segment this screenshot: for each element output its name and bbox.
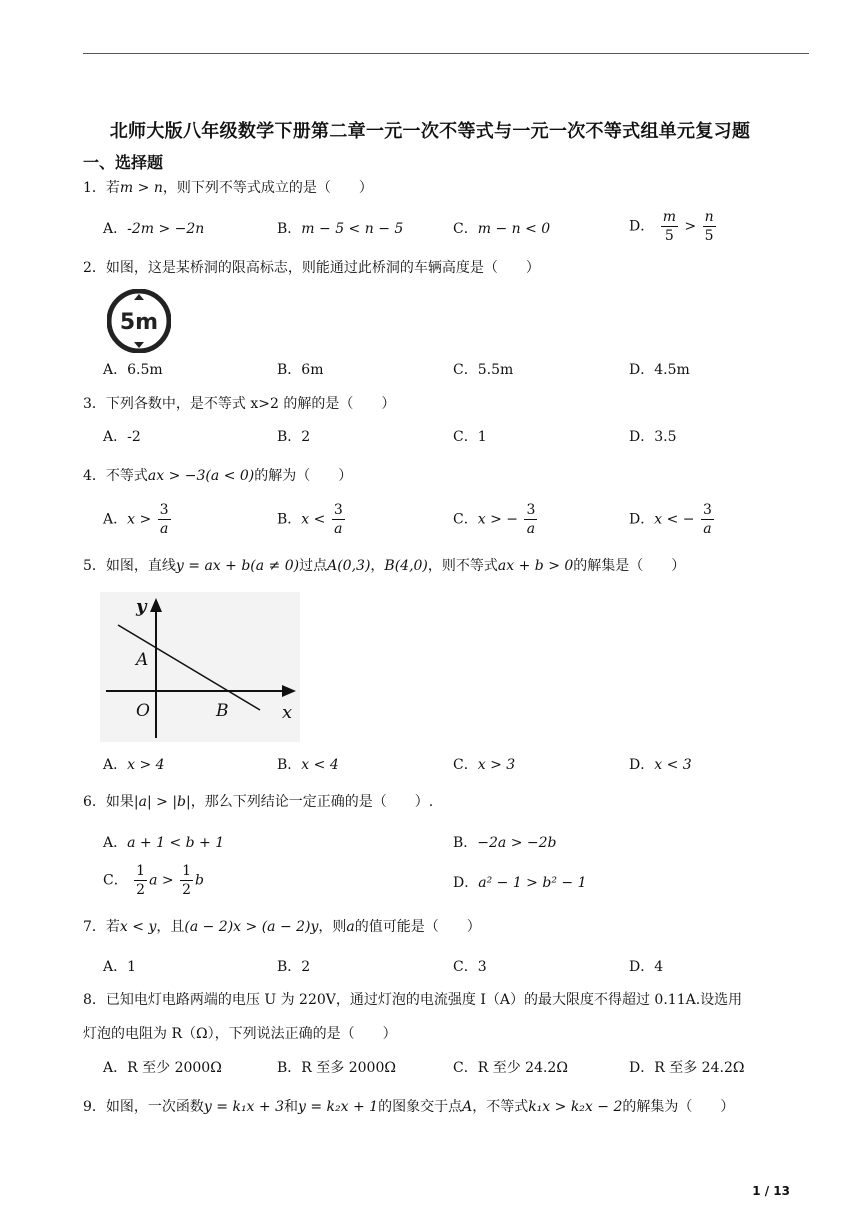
q5-option-a: A．x > 4	[103, 757, 165, 773]
q4-option-a: A．x > $\frac{3}{a}$	[103, 502, 169, 537]
question-3: 3．下列各数中，是不等式 x>2 的解的是（ ）	[83, 396, 396, 412]
q3-option-a: A．-2	[103, 429, 141, 445]
q6-option-b: B．−2a > −2b	[453, 835, 557, 851]
q1-option-b: B．m − 5 < n − 5	[277, 221, 404, 237]
q8-option-c: C．R 至少 24.2Ω	[453, 1060, 568, 1076]
point-b-label: B	[216, 701, 229, 721]
q2-option-a: A．6.5m	[103, 362, 163, 378]
question-2: 2．如图，这是某桥洞的限高标志，则能通过此桥洞的车辆高度是（ ）	[83, 260, 540, 276]
q8-option-d: D．R 至多 24.2Ω	[629, 1060, 745, 1076]
q3-option-d: D．3.5	[629, 429, 677, 445]
question-1: 1．若m > n，则下列不等式成立的是（ ）	[83, 180, 373, 196]
point-a-label: A	[136, 650, 149, 670]
q8-option-b: B．R 至多 2000Ω	[277, 1060, 396, 1076]
question-4: 4．不等式ax > −3(a < 0)的解为（ ）	[83, 468, 353, 484]
q1-option-a: A．-2m > −2n	[103, 221, 205, 237]
q3-option-c: C．1	[453, 429, 487, 445]
q5-option-c: C．x > 3	[453, 757, 516, 773]
question-8-line-2: 灯泡的电阻为 R（Ω），下列说法正确的是（ ）	[83, 1026, 397, 1042]
q8-option-a: A．R 至少 2000Ω	[103, 1060, 222, 1076]
y-axis-label: y	[136, 596, 147, 617]
svg-text:5m: 5m	[119, 310, 159, 335]
q6-option-c: C． $\frac{1}{2}$ a > $\frac{1}{2}$ b	[103, 863, 204, 898]
section-heading: 一、选择题	[83, 153, 164, 172]
q7-option-b: B．2	[277, 959, 311, 975]
question-7: 7．若x < y，且(a − 2)x > (a − 2)y，则a的值可能是（ ）	[83, 919, 481, 935]
x-axis-arrow-icon	[282, 685, 296, 697]
q6-option-d: D．a² − 1 > b² − 1	[453, 875, 587, 891]
x-axis-label: x	[282, 702, 293, 723]
q5-line-graph	[100, 592, 300, 742]
page-number: 1 / 13	[752, 1184, 790, 1198]
q7-option-d: D．4	[629, 959, 664, 975]
q6-option-a: A．a + 1 < b + 1	[103, 835, 225, 851]
q3-option-b: B．2	[277, 429, 311, 445]
q4-option-c: C．x > − $\frac{3}{a}$	[453, 502, 536, 537]
question-5: 5．如图，直线y = ax + b(a ≠ 0)过点A(0,3)，B(4,0)，则不等式ax + b > 0的解集是（ ）	[83, 558, 686, 574]
q1-option-d: D． $\frac{m}{5}$ > $\frac{n}{5}$	[629, 209, 714, 244]
height-limit-sign-icon	[107, 289, 171, 353]
q4-option-b: B．x < $\frac{3}{a}$	[277, 502, 343, 537]
q5-option-b: B．x < 4	[277, 757, 339, 773]
q7-option-a: A．1	[103, 959, 137, 975]
document-title: 北师大版八年级数学下册第二章一元一次不等式与一元一次不等式组单元复习题	[109, 121, 751, 142]
q4-option-d: D．x < − $\frac{3}{a}$	[629, 502, 712, 537]
q7-option-c: C．3	[453, 959, 487, 975]
q2-option-c: C．5.5m	[453, 362, 514, 378]
question-8-line-1: 8．已知电灯电路两端的电压 U 为 220V，通过灯泡的电流强度 I（A）的最大限度不得超过 0.11A.设选用	[83, 992, 743, 1008]
q1-option-c: C．m − n < 0	[453, 221, 551, 237]
q2-option-b: B．6m	[277, 362, 324, 378]
header-rule	[83, 53, 809, 54]
q2-option-d: D．4.5m	[629, 362, 690, 378]
y-axis-arrow-icon	[150, 598, 162, 612]
origin-label: O	[136, 701, 150, 721]
q5-option-d: D．x < 3	[629, 757, 692, 773]
question-9: 9．如图，一次函数y = k₁x + 3和y = k₂x + 1的图象交于点A，不等式k₁x > k₂x − 2的解集为（ ）	[83, 1099, 735, 1115]
question-6: 6．如果|a| > |b|，那么下列结论一定正确的是（ ）.	[83, 794, 434, 810]
